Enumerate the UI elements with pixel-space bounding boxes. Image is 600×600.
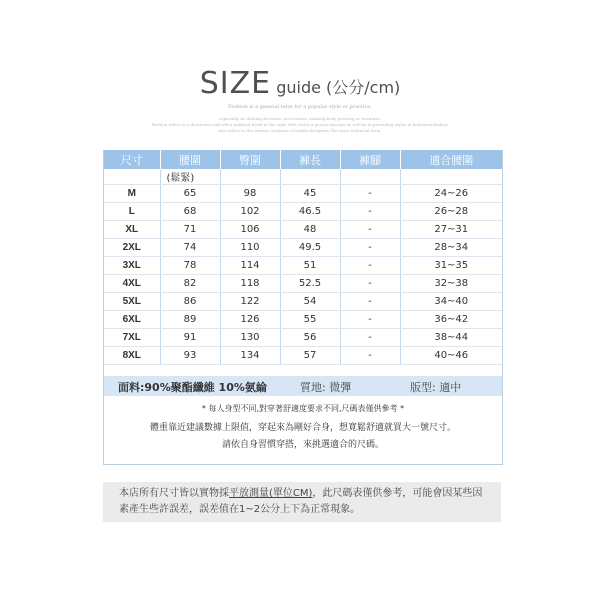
- table-cell: 27~31: [400, 221, 502, 239]
- table-cell: -: [340, 221, 400, 239]
- subtitle-line-1: Fashion is a general term for a popular style or practice,: [228, 104, 372, 110]
- table-cell: [104, 169, 160, 185]
- table-cell: 98: [220, 185, 280, 203]
- table-cell: -: [340, 311, 400, 329]
- table-cell: 102: [220, 203, 280, 221]
- table-cell: -: [340, 239, 400, 257]
- header-size: 尺寸: [104, 150, 160, 169]
- table-cell: [220, 169, 280, 185]
- fabric-material: 面料:90%聚酯纖維 10%氨綸: [118, 381, 267, 394]
- table-cell: [400, 169, 502, 185]
- size-guide-title: [0, 66, 600, 101]
- fabric-info-bar: [104, 376, 502, 396]
- size-label-cell: M: [104, 185, 160, 203]
- size-label-cell: 6XL: [104, 311, 160, 329]
- table-cell: 56: [280, 329, 340, 347]
- header-hem: 褲腳: [340, 150, 400, 169]
- table-cell: 40~46: [400, 347, 502, 365]
- table-cell: 118: [220, 275, 280, 293]
- table-row: [104, 275, 502, 293]
- fabric-texture: 質地: 微彈: [300, 381, 352, 394]
- header-fit-waist: 適合腰圍: [400, 150, 502, 169]
- table-row: [104, 293, 502, 311]
- table-row: [104, 185, 502, 203]
- table-cell: -: [340, 293, 400, 311]
- table-row: [104, 203, 502, 221]
- measurement-disclaimer: [103, 482, 501, 522]
- table-row: [104, 347, 502, 365]
- table-cell: 38~44: [400, 329, 502, 347]
- fabric-fit: 版型: 適中: [410, 381, 462, 394]
- table-cell: -: [340, 185, 400, 203]
- subtitle-line-3: Fashion refers to a distinctive and often habitual trend in the style with which a person dresses as well as to prevailing styles in behaviour,fashion: [151, 122, 449, 127]
- title-guide: guide (公分/cm): [276, 78, 401, 97]
- size-label-cell: 8XL: [104, 347, 160, 365]
- table-body: [104, 169, 502, 365]
- table-cell: 52.5: [280, 275, 340, 293]
- table-cell: 68: [160, 203, 220, 221]
- table-row: [104, 311, 502, 329]
- size-label-cell: 3XL: [104, 257, 160, 275]
- note-choose: 請依自身習慣穿搭，來挑選適合的尺碼。: [221, 440, 384, 450]
- table-cell: -: [340, 257, 400, 275]
- size-label-cell: 7XL: [104, 329, 160, 347]
- table-cell: 34~40: [400, 293, 502, 311]
- disclaimer-underlined: 平放測量(單位CM): [229, 488, 313, 499]
- table-cell: 51: [280, 257, 340, 275]
- header-waist: 腰圍: [160, 150, 220, 169]
- header-length: 褲長: [280, 150, 340, 169]
- table-row: [104, 221, 502, 239]
- table-cell: 134: [220, 347, 280, 365]
- subtitle-line-4: also refers to the newest creations of textile designers.The more technical term,: [218, 128, 382, 133]
- note-weight: 體重靠近建議數據上限值，穿起來為剛好合身，想寬鬆舒適就買大一號尺寸。: [149, 423, 456, 433]
- size-label-cell: L: [104, 203, 160, 221]
- table-header-row: [104, 150, 502, 169]
- table-cell: [340, 169, 400, 185]
- table-cell: 32~38: [400, 275, 502, 293]
- table-cell: 110: [220, 239, 280, 257]
- disclaimer-part-2: ，此尺碼表僅供參考，可能會因某些因素產生些許誤差，誤差值在1~2公分上下為正常現象。: [119, 488, 483, 515]
- table-cell: 54: [280, 293, 340, 311]
- size-table: [104, 150, 502, 365]
- table-cell: [280, 169, 340, 185]
- subtitle-block: [0, 116, 600, 134]
- table-cell: 46.5: [280, 203, 340, 221]
- table-cell: 86: [160, 293, 220, 311]
- table-cell: 114: [220, 257, 280, 275]
- table-cell: 49.5: [280, 239, 340, 257]
- size-label-cell: 4XL: [104, 275, 160, 293]
- subtitle-line-2: especially in clothing,footwear, accessories, makeup,body piercing,or furniture.: [219, 116, 381, 121]
- table-cell: -: [340, 347, 400, 365]
- table-cell: 36~42: [400, 311, 502, 329]
- size-label-cell: 5XL: [104, 293, 160, 311]
- size-label-cell: XL: [104, 221, 160, 239]
- table-cell: -: [340, 329, 400, 347]
- table-cell: 82: [160, 275, 220, 293]
- table-cell: 126: [220, 311, 280, 329]
- table-cell: 31~35: [400, 257, 502, 275]
- size-table-panel: [103, 150, 503, 465]
- table-cell: 91: [160, 329, 220, 347]
- table-cell: 26~28: [400, 203, 502, 221]
- table-cell: 55: [280, 311, 340, 329]
- table-cell: 106: [220, 221, 280, 239]
- table-cell: 71: [160, 221, 220, 239]
- table-cell: 24~26: [400, 185, 502, 203]
- table-row: [104, 239, 502, 257]
- waist-elastic-note: (鬆緊): [160, 169, 220, 185]
- table-row: [104, 257, 502, 275]
- table-cell: 93: [160, 347, 220, 365]
- size-label-cell: 2XL: [104, 239, 160, 257]
- table-cell: 122: [220, 293, 280, 311]
- table-cell: 74: [160, 239, 220, 257]
- table-cell: 89: [160, 311, 220, 329]
- table-cell: 48: [280, 221, 340, 239]
- table-cell: 130: [220, 329, 280, 347]
- table-cell: 45: [280, 185, 340, 203]
- note-reference: * 每人身型不同,對穿著舒適度要求不同,尺碼表僅供參考 *: [201, 404, 405, 413]
- waist-note-row: [104, 169, 502, 185]
- table-cell: 28~34: [400, 239, 502, 257]
- table-cell: 65: [160, 185, 220, 203]
- table-row: [104, 329, 502, 347]
- table-cell: 57: [280, 347, 340, 365]
- table-cell: -: [340, 203, 400, 221]
- table-cell: 78: [160, 257, 220, 275]
- header-hip: 臀圍: [220, 150, 280, 169]
- disclaimer-part-1: 本店所有尺寸皆以實物採: [119, 488, 229, 499]
- title-main: SIZE: [199, 66, 272, 101]
- table-cell: -: [340, 275, 400, 293]
